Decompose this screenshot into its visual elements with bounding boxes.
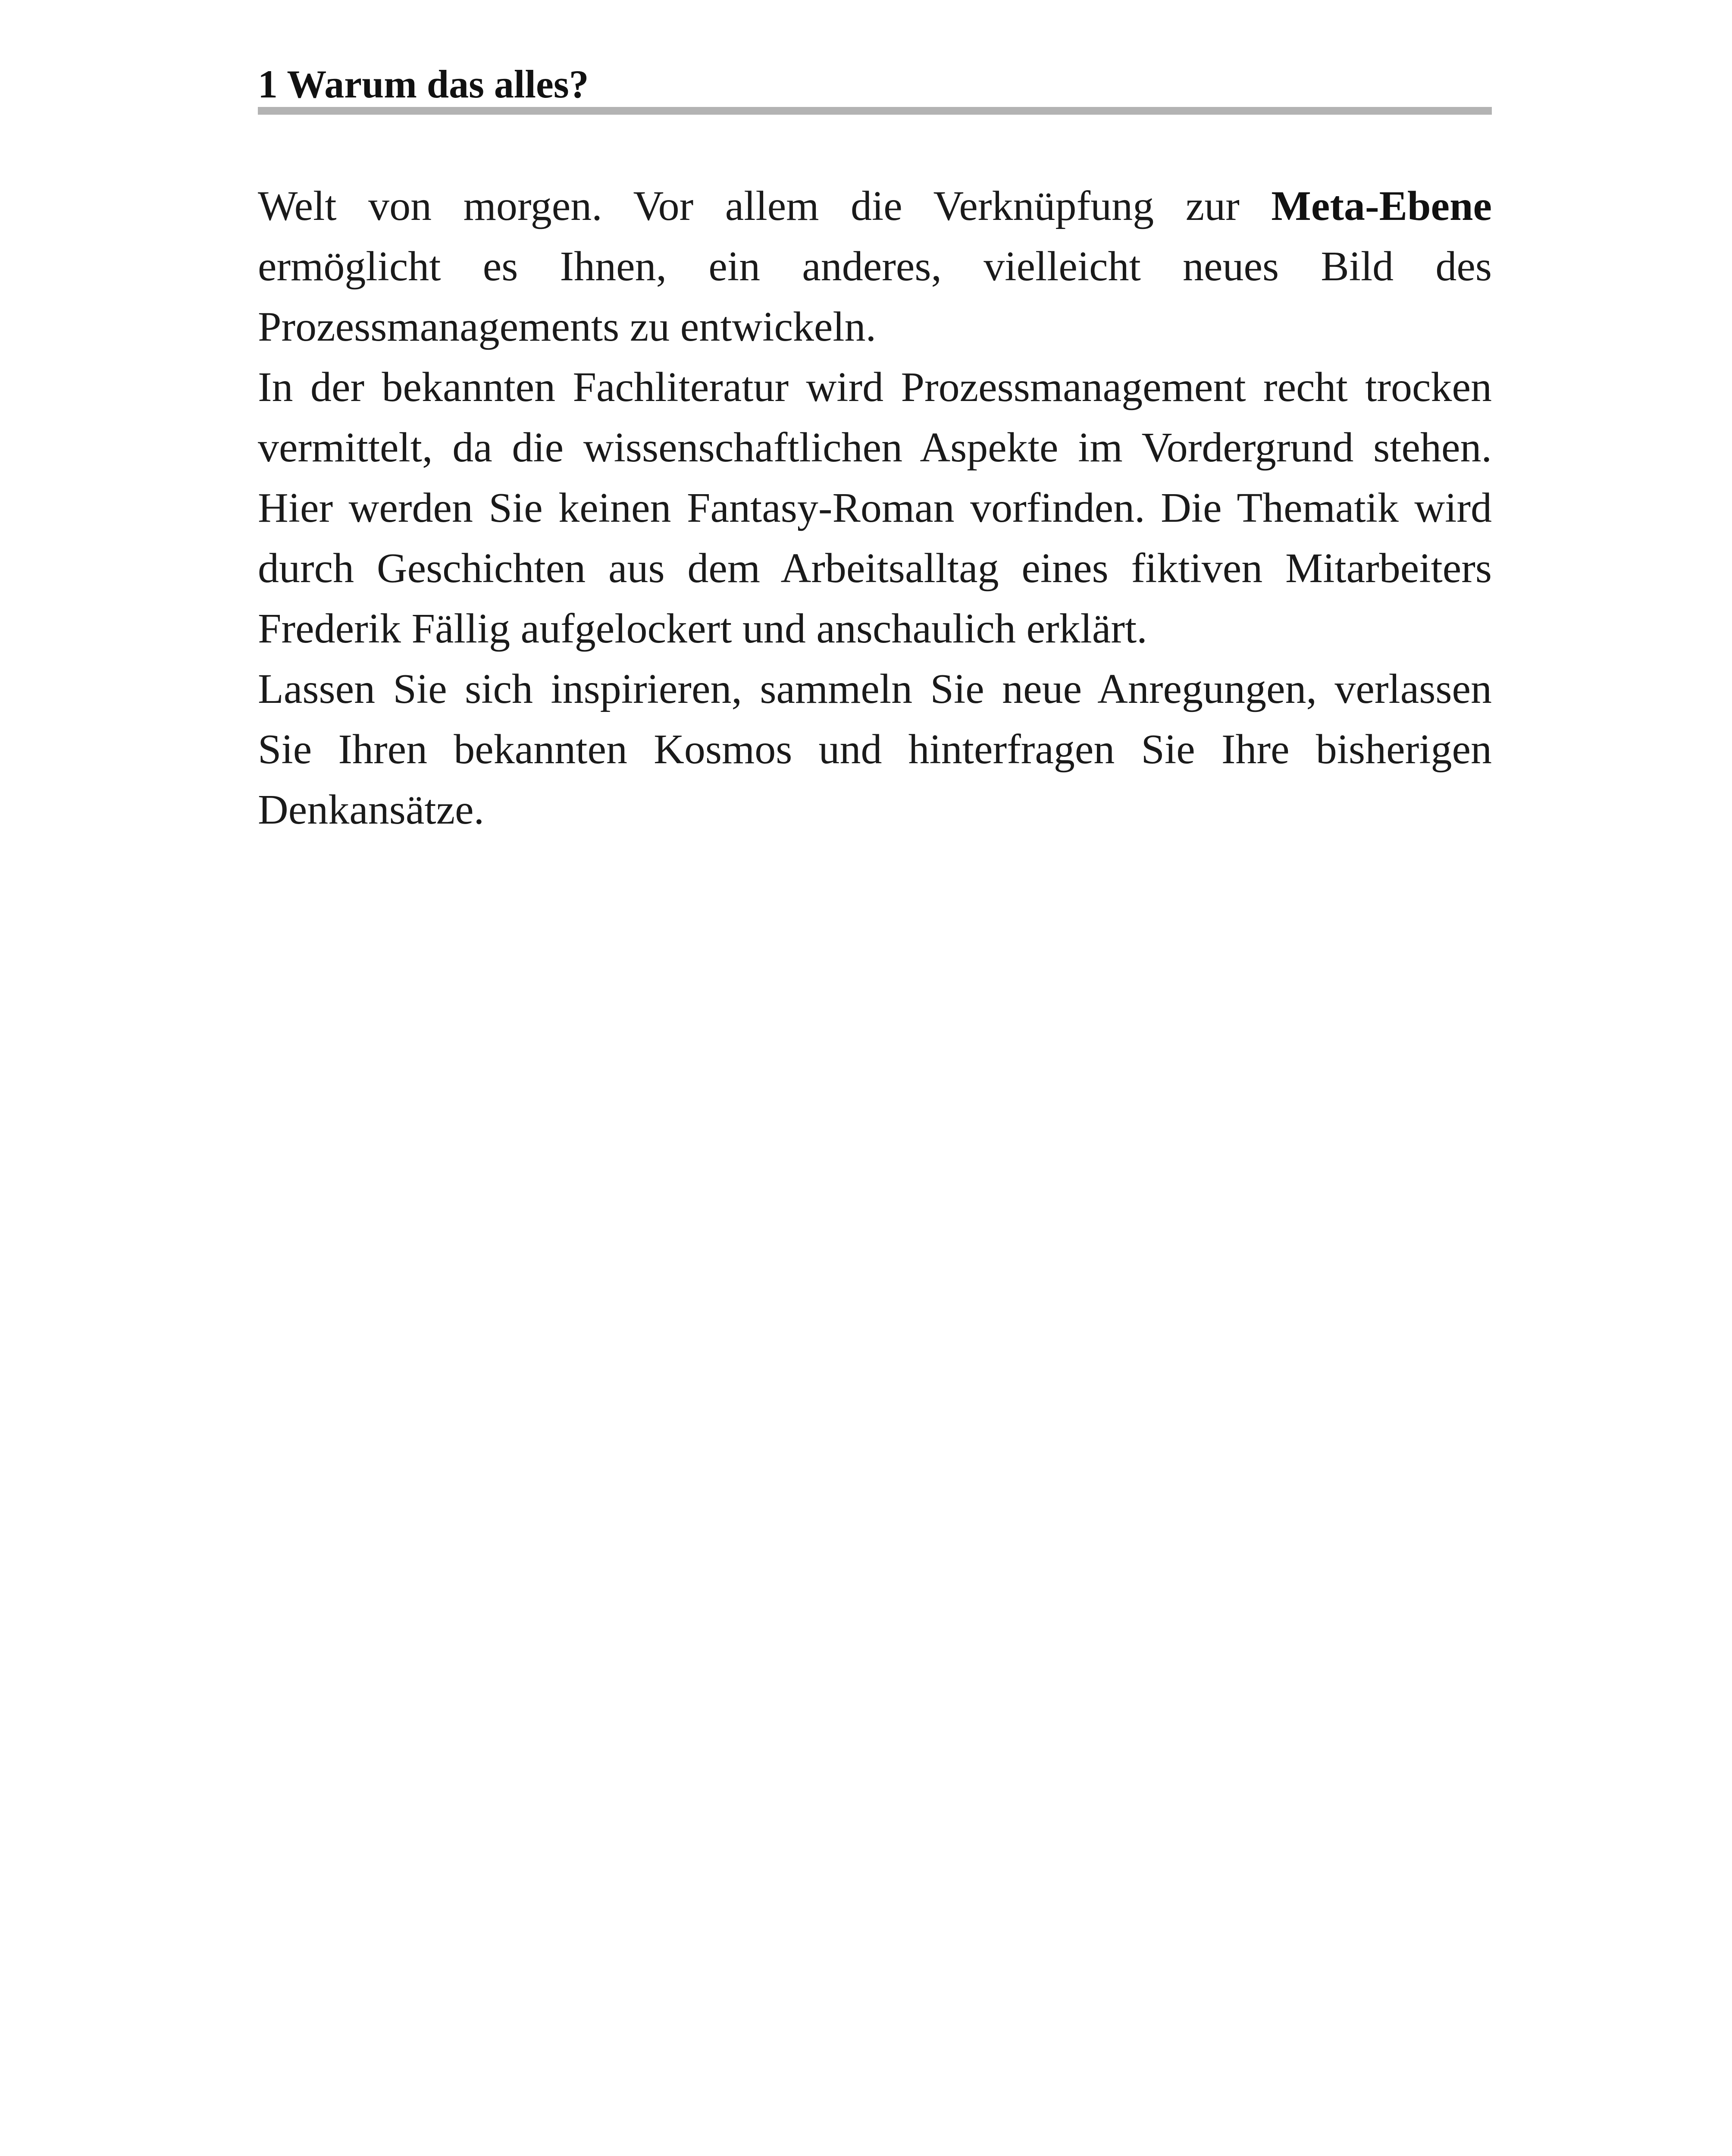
- paragraph-1: [258, 176, 1492, 357]
- running-header: [258, 60, 1492, 108]
- header-rule: [258, 107, 1492, 115]
- paragraph-1-start: Welt von morgen. Vor allem die Verknüpfung zur: [258, 183, 1272, 229]
- paragraph-3: Lassen Sie sich inspirieren, sammeln Sie neue Anregungen, verlassen Sie Ihren bekannten Kosmos und hinterfragen Sie Ihre bisherigen Denkansätze.: [258, 666, 1492, 833]
- paragraph-2: In der bekannten Fachliteratur wird Prozessmanagement recht trocken vermittelt, da die wissenschaftlichen Aspekte im Vordergrund stehen. Hier werden Sie keinen Fantasy-Roman vorfinden. Die Thematik wird durch Geschichten aus dem Arbeitsalltag eines fiktiven Mitarbeiters Frederik Fällig aufgelockert und anschaulich erklärt.: [258, 364, 1492, 652]
- paragraph-1-end: ermöglicht es Ihnen, ein anderes, vielleicht neues Bild des Prozessmanagements zu entwickeln.: [258, 243, 1492, 350]
- term-meta-ebene: Meta-Ebene: [1271, 183, 1492, 229]
- body-text: [258, 176, 1492, 840]
- chapter-title: 1 Warum das alles?: [258, 62, 589, 106]
